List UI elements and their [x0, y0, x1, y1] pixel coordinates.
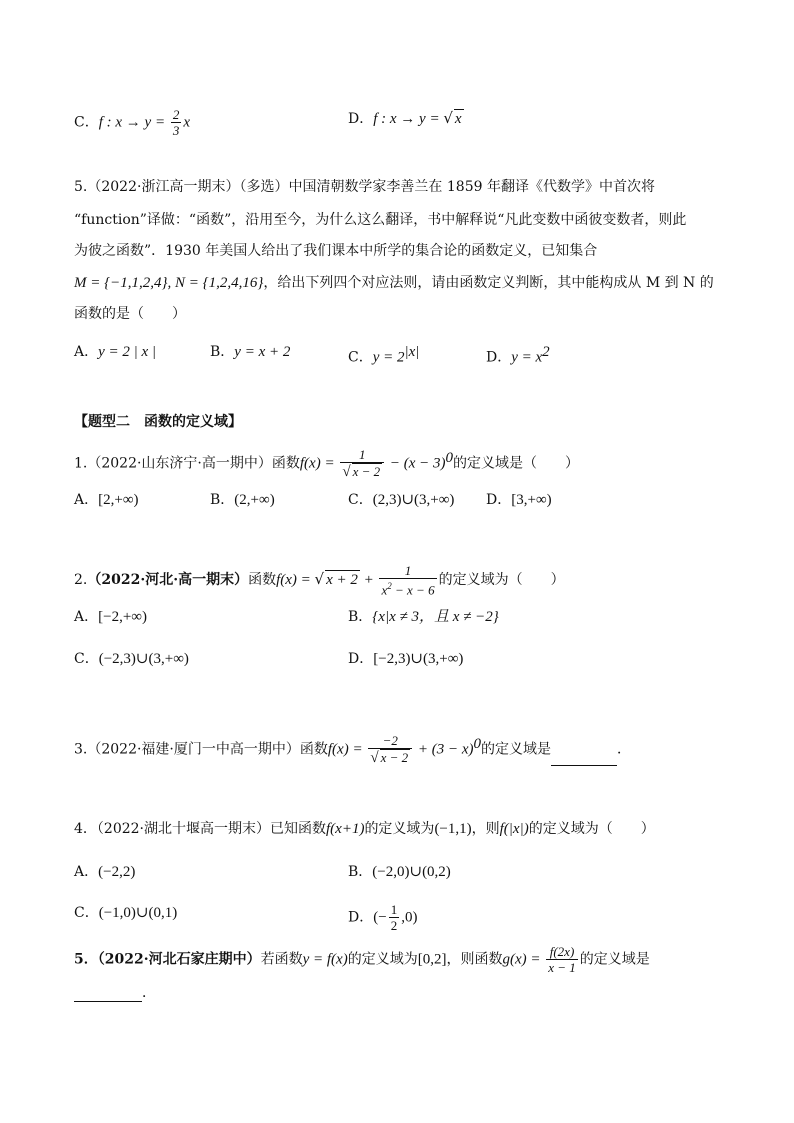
s2-option-b: B．{x|x ≠ 3，且 x ≠ −2}	[348, 609, 499, 625]
s1-option-d: D．[3,+∞)	[486, 492, 552, 508]
s5-answer-line: ．	[74, 984, 156, 1002]
q5-line2: “function”译做：“函数”，沿用至今，为什么这么翻译，书中解释说“凡此变数中函彼变数者，则此	[74, 212, 687, 228]
q5-line4: M = {−1,1,2,4}, N = {1,2,4,16}，给出下列四个对应法则，请由函数定义判断，其中能构成从 M 到 N 的	[74, 275, 714, 291]
answer-blank[interactable]	[74, 987, 142, 1002]
fraction: $\frac{2}{3}$	[172, 107, 180, 138]
q5-option-b: B．y = x + 2	[210, 344, 291, 360]
s4-option-d: D．(− $\frac{1}{2}$ ,0)	[348, 902, 418, 933]
s1-option-a: A．[2,+∞)	[74, 492, 139, 508]
q5-line5: 函数的是（ ）	[74, 306, 186, 322]
s1-question: 1.（2022·山东济宁·高一期中）函数f(x) = $\frac{1}{√ x - 2}$ − $(x - 3)^0$的定义域是（ ）	[74, 447, 580, 480]
option-d-top: D．f : x → y = √ x	[348, 109, 462, 127]
s5-question: 5．（2022·河北石家庄期中）若函数y = f(x)的定义域为[0,2]，则函数g(x) = $\frac{f(2x)}{x - 1}$ 的定义域是	[74, 944, 650, 975]
s4-option-a: A．(−2,2)	[74, 864, 136, 880]
s3-question: 3.（2022·福建·厦门一中高一期中）函数f(x) = $\frac{-2}{√ x - 2}$ + $(3 - x)^0$的定义域是 ．	[74, 733, 632, 766]
s4-option-b: B．(−2,0)∪(0,2)	[348, 864, 451, 880]
s2-option-d: D．[−2,3)∪(3,+∞)	[348, 651, 464, 667]
q5-line1: 5.（2022·浙江高一期末）（多选）中国清朝数学家李善兰在 1859 年翻译《代数学》中首次将	[74, 179, 655, 195]
s2-option-c: C．(−2,3)∪(3,+∞)	[74, 651, 189, 667]
q5-option-a: A．y = 2 | x |	[74, 344, 157, 360]
option-c-top: C．f : x → y = $\frac{2}{3}$ x	[74, 107, 190, 138]
answer-blank[interactable]	[551, 751, 617, 766]
q5-option-d: D．$y = x^2$	[486, 344, 550, 366]
q5-line3: 为彼之函数”．1930 年美国人给出了我们课本中所学的集合论的函数定义，已知集合	[74, 243, 598, 259]
s1-option-b: B．(2,+∞)	[210, 492, 275, 508]
s4-option-c: C．(−1,0)∪(0,1)	[74, 905, 178, 921]
s1-option-c: C．(2,3)∪(3,+∞)	[348, 492, 455, 508]
q5-option-c: C．$y = 2^{|x|}$	[348, 344, 420, 366]
s2-question: 2.（2022·河北·高一期末）函数f(x) = √ x + 2 + $\frac{1}{x^2 - x - 6}$ 的定义域为（ ）	[74, 563, 565, 598]
section-title: 【题型二 函数的定义域】	[74, 414, 242, 430]
s2-option-a: A．[−2,+∞)	[74, 609, 147, 625]
s4-question: 4．（2022·湖北十堰高一期末）已知函数f(x+1)的定义域为(−1,1)，则f(|x|)的定义域为（ ）	[74, 821, 655, 837]
